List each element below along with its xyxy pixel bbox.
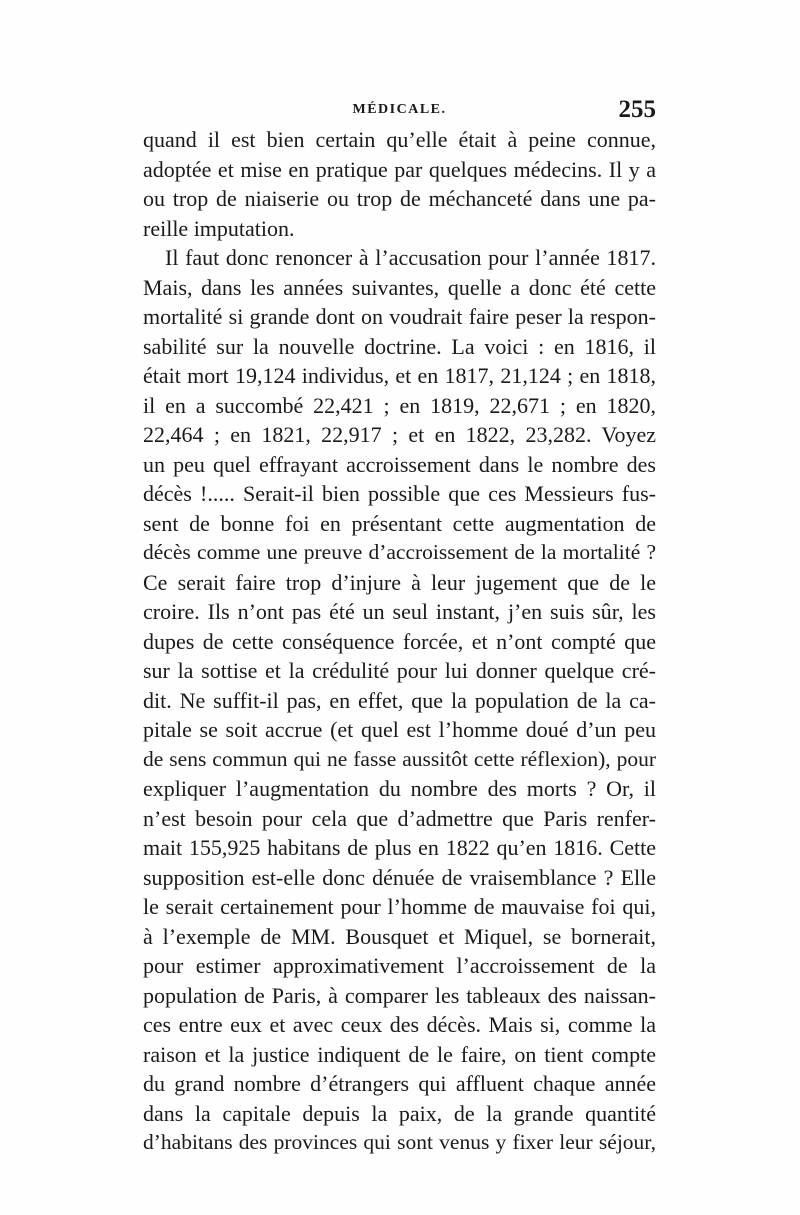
text-line: d’habitans des provinces qui sont venus y fixer leur séjour, [143, 1130, 656, 1154]
text-line: dit. Ne suffit-il pas, en effet, que la population de la ca- [143, 687, 656, 713]
text-line: ces entre eux et avec ceux des décès. Mais si, comme la [143, 1012, 656, 1037]
text-line: sur la sottise et la crédulité pour lui donner quelque cré- [143, 658, 656, 683]
text-line: pour estimer approximativement l’accroissement de la [143, 953, 656, 978]
text-line: était mort 19,124 individus, et en 1817, 21,124 ; en 1818, [143, 363, 656, 388]
text-line: adoptée et mise en pratique par quelques médecins. Il y a [143, 156, 656, 182]
text-line: dupes de cette conséquence forcée, et n’ont compté que [143, 628, 656, 654]
text-line: Il faut donc renoncer à l’accusation pour l’année 1817. [165, 245, 656, 270]
text-line: mait 155,925 habitans de plus en 1822 qu’en 1816. Cette [143, 835, 656, 860]
text-line: ou trop de niaiserie ou trop de méchanceté dans une pa- [143, 186, 656, 211]
text-line: reille imputation. [143, 215, 295, 241]
text-line: du grand nombre d’étrangers qui affluent chaque année [143, 1071, 656, 1096]
text-line: il en a succombé 22,421 ; en 1819, 22,671 ; en 1820, [143, 392, 656, 418]
page-number: 255 [618, 96, 656, 123]
running-title: MÉDICALE. [352, 102, 447, 117]
text-line: n’est besoin pour cela que d’admettre que Paris renfer- [143, 805, 656, 831]
text-line: sent de bonne foi en présentant cette augmentation de [143, 510, 656, 536]
text-line: décès comme une preuve d’accroissement de la mortalité ? [143, 540, 656, 564]
text-line: population de Paris, à comparer les tableaux des naissan- [143, 982, 656, 1008]
text-line: dans la capitale depuis la paix, de la grande quantité [143, 1100, 656, 1126]
running-head [143, 96, 656, 126]
text-line: Mais, dans les années suivantes, quelle a donc été cette [143, 274, 656, 300]
text-line: supposition est-elle donc dénuée de vraisemblance ? Elle [143, 864, 656, 890]
text-line: pitale se soit accrue (et quel est l’homme doué d’un peu [143, 717, 656, 742]
body-text [143, 125, 656, 1158]
text-line: à l’exemple de MM. Bousquet et Miquel, se bornerait, [143, 923, 656, 949]
text-line: croire. Ils n’ont pas été un seul instant, j’en suis sûr, les [143, 599, 656, 624]
text-line: le serait certainement pour l’homme de mauvaise foi qui, [143, 894, 656, 919]
text-line: de sens commun qui ne fasse aussitôt cette réflexion), pour [143, 746, 656, 771]
text-line: Ce serait faire trop d’injure à leur jugement que de le [143, 569, 656, 595]
text-line: raison et la justice indiquent de le faire, on tient compte [143, 1041, 656, 1067]
text-line: 22,464 ; en 1821, 22,917 ; et en 1822, 23,282. Voyez [143, 422, 656, 447]
text-line: mortalité si grande dont on voudrait faire peser la respon- [143, 304, 656, 329]
text-line: décès !..... Serait-il bien possible que ces Messieurs fus- [143, 481, 656, 506]
text-line: un peu quel effrayant accroissement dans le nombre des [143, 451, 656, 477]
text-line: expliquer l’augmentation du nombre des morts ? Or, il [143, 776, 656, 801]
text-line: sabilité sur la nouvelle doctrine. La voici : en 1816, il [143, 333, 656, 359]
text-line: quand il est bien certain qu’elle était à peine connue, [143, 127, 656, 152]
